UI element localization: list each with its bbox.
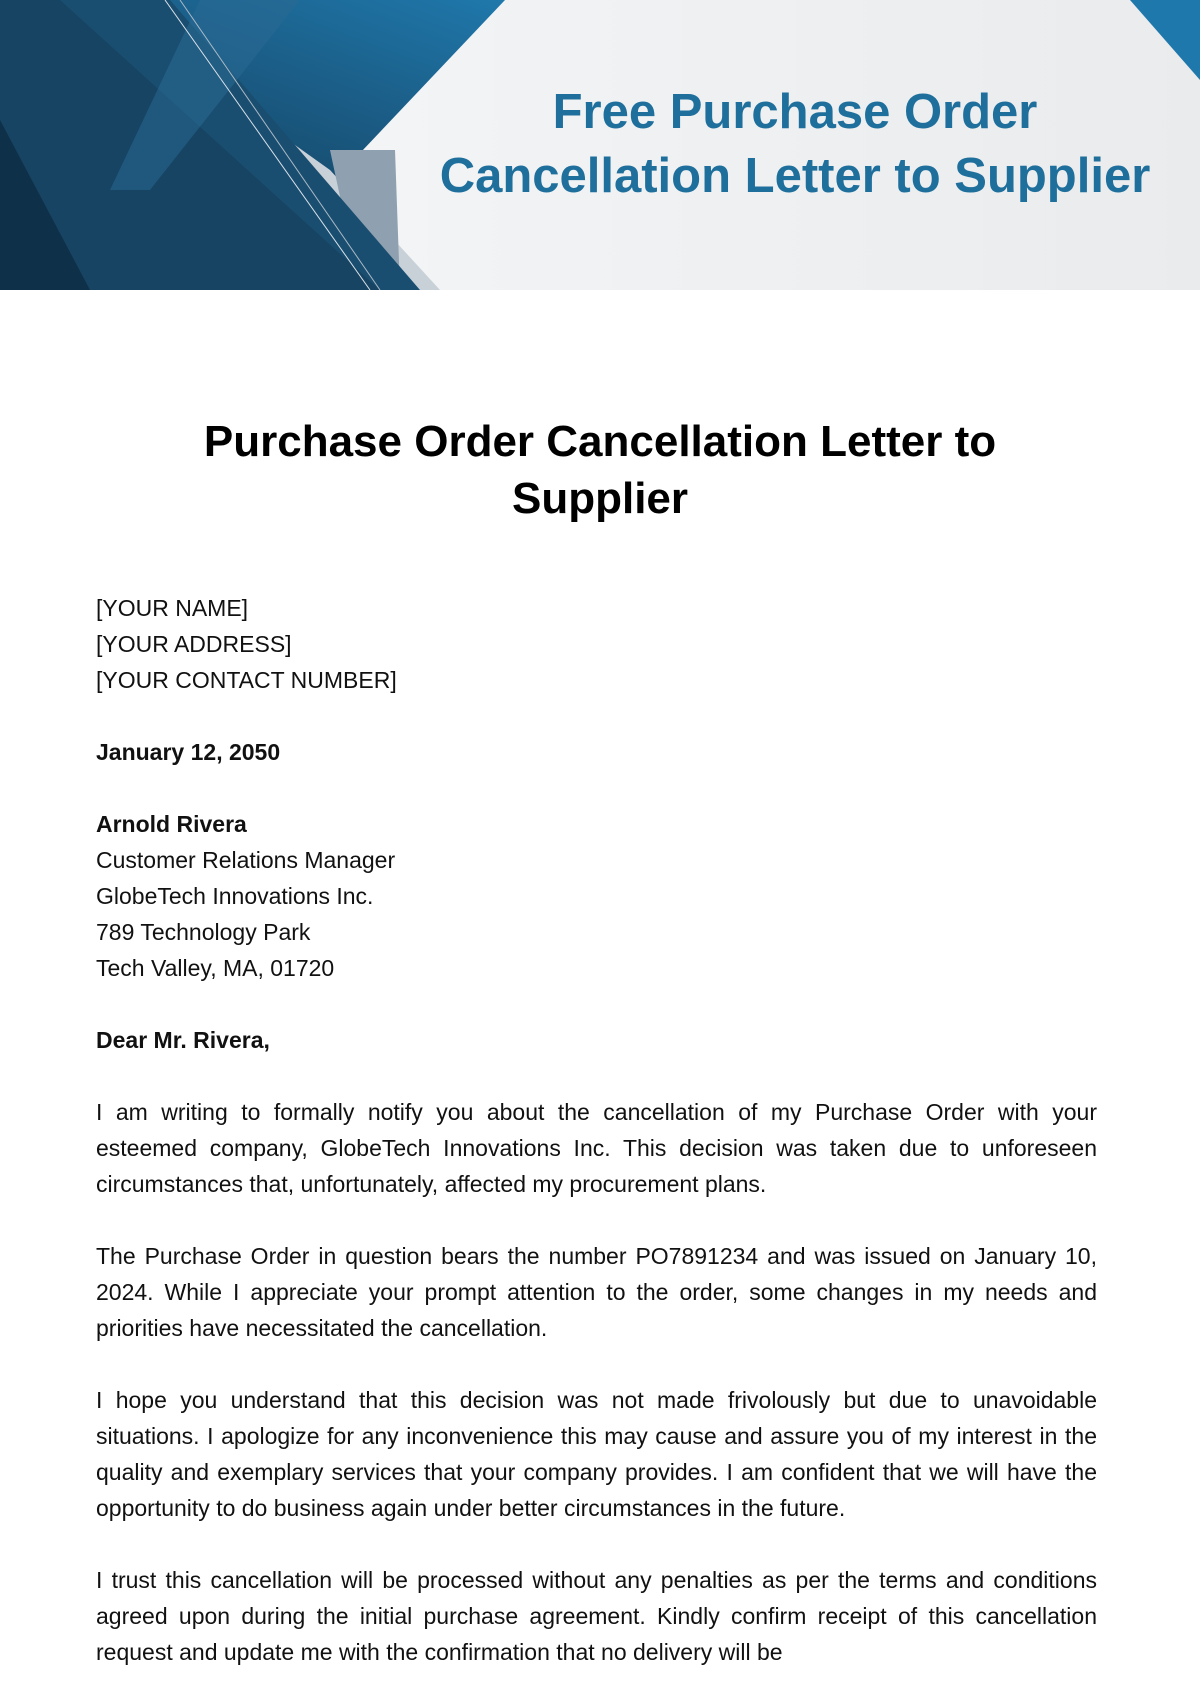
body-paragraph-1: I am writing to formally notify you about the cancellation of my Purchase Order with your esteemed company, GlobeTech Innovations Inc. This decision was taken due to unforeseen circumstances that, unfortunately, affected my procurement plans. <box>96 1099 1097 1197</box>
document-title-line-1: Purchase Order Cancellation Letter to <box>203 417 997 466</box>
salutation: Dear Mr. Rivera, <box>96 1027 270 1053</box>
banner-title-line-2: Cancellation Letter to Supplier <box>439 149 1151 203</box>
banner-title-line-1: Free Purchase Order <box>552 85 1038 139</box>
recipient-name: Arnold Rivera <box>96 811 247 837</box>
body-paragraph-3: I hope you understand that this decision was not made frivolously but due to unavoidable situations. I apologize for any inconvenience this may cause and assure you of my interest in the quality and exemplary services that your company provides. I am confident that we will have the opportunity to do business again under better circumstances in the future. <box>96 1387 1097 1521</box>
letter-body <box>96 590 1097 1706</box>
recipient-city: Tech Valley, MA, 01720 <box>96 955 335 981</box>
sender-address: [YOUR ADDRESS] <box>96 631 292 657</box>
document-title <box>96 413 1104 527</box>
letter-date: January 12, 2050 <box>96 739 281 765</box>
header-banner <box>0 0 1200 290</box>
banner-title <box>395 80 1195 208</box>
body-paragraph-2: The Purchase Order in question bears the number PO7891234 and was issued on January 10, 2024. While I appreciate your prompt attention to the order, some changes in my needs and priorities have necessitated the cancellation. <box>96 1243 1097 1341</box>
date-block <box>96 734 1097 770</box>
recipient-company: GlobeTech Innovations Inc. <box>96 883 374 909</box>
recipient-title: Customer Relations Manager <box>96 847 396 873</box>
body-paragraph-4: I trust this cancellation will be processed without any penalties as per the terms and conditions agreed upon during the initial purchase agreement. Kindly confirm receipt of this cancellation request and update me with the confirmation that no delivery will be <box>96 1567 1097 1665</box>
recipient-block <box>96 806 1097 986</box>
document-title-line-2: Supplier <box>511 474 689 523</box>
salutation-block <box>96 1022 1097 1058</box>
sender-name: [YOUR NAME] <box>96 595 249 621</box>
sender-contact: [YOUR CONTACT NUMBER] <box>96 667 397 693</box>
sender-block <box>96 590 1097 698</box>
recipient-street: 789 Technology Park <box>96 919 311 945</box>
